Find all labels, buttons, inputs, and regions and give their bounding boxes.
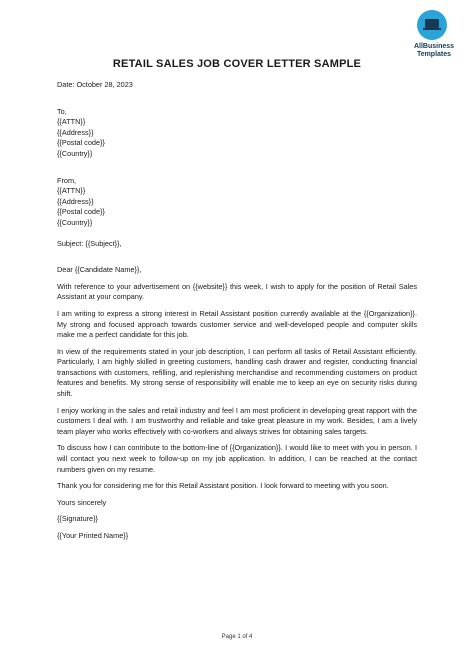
from-label: From, bbox=[57, 175, 77, 185]
signature-placeholder: {{Signature}} bbox=[57, 514, 98, 524]
from-line: {{ATTN}} bbox=[57, 186, 86, 196]
paragraph: Thank you for considering me for this Retail Assistant position. I look forward to meeting with you soon. bbox=[57, 481, 389, 491]
paragraph: With reference to your advertisement on {{website}} this week, I wish to apply for the position of Retail Sales Assistant at your company. bbox=[57, 281, 417, 302]
from-line: {{Address}} bbox=[57, 196, 94, 206]
paragraph: To discuss how I can contribute to the bottom-line of {{Organization}}. I would like to meet with you in person. I will contact you next week to follow-up on my job application. In addition, I can be reached at the contact numbers given on my resume. bbox=[57, 443, 417, 474]
page-number: Page 1 of 4 bbox=[221, 634, 253, 640]
date-line: Date: October 28, 2023 bbox=[57, 80, 133, 89]
logo-line-2: Templates bbox=[416, 51, 452, 58]
to-line: {{ATTN}} bbox=[57, 117, 86, 127]
laptop-screen bbox=[425, 19, 439, 28]
logo-text bbox=[402, 43, 466, 59]
subject-line: Subject: {{Subject}}, bbox=[57, 238, 122, 248]
laptop-base bbox=[423, 28, 441, 30]
from-line: {{Postal code}} bbox=[57, 207, 105, 217]
to-line: {{Address}} bbox=[57, 127, 94, 137]
printed-name-placeholder: {{Your Printed Name}} bbox=[57, 531, 129, 540]
to-label: To, bbox=[57, 106, 67, 116]
paragraph: I am writing to express a strong interest in Retail Assistant position currently available at the {{Organization}}. My strong and focused approach towards customer service and well-developed people and computer skills make me a perfect candidate for this job. bbox=[57, 308, 417, 340]
laptop-icon bbox=[417, 10, 447, 40]
allbusiness-templates-logo[interactable] bbox=[408, 10, 458, 60]
to-line: {{Postal code}} bbox=[57, 138, 105, 148]
salutation: Dear {{Candidate Name}}, bbox=[57, 265, 142, 275]
from-line: {{Country}} bbox=[57, 217, 93, 227]
letter-body bbox=[57, 80, 417, 542]
document-title: RETAIL SALES JOB COVER LETTER SAMPLE bbox=[112, 58, 362, 70]
paragraph: In view of the requirements stated in your job description, I can perform all tasks of Retail Assistant efficiently. Particularly, I am highly skilled in greeting customers, handling cash drawer and register, conducting financial transactions with customers, refilling, and replenishing merchandise and recommending customers on product features and benefits. My strong sense of responsibility will enable me to keep an eye on security risks during shift. bbox=[57, 346, 417, 399]
closing: Yours sincerely bbox=[57, 497, 107, 507]
logo-line-1: AllBusiness bbox=[413, 43, 455, 50]
paragraph: I enjoy working in the sales and retail industry and feel I am most proficient in developing great rapport with the customers I deal with. I am trustworthy and reliable and take great pleasure in my work. Besides, I am a lively team player who works effectively with co-workers and always strives for obtaining sales targets. bbox=[57, 405, 417, 436]
to-line: {{Country}} bbox=[57, 148, 93, 158]
